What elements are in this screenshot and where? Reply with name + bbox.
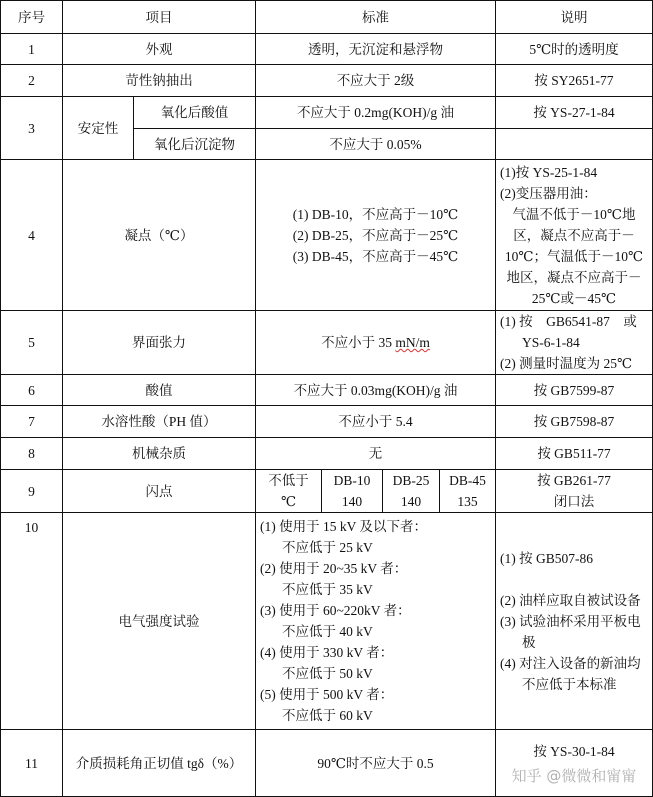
row-note xyxy=(496,129,653,160)
grade-value: 140 xyxy=(341,494,363,509)
row-no: 5 xyxy=(1,311,63,375)
note-line: (1)按 YS-25-1-84 xyxy=(500,164,598,180)
table-row xyxy=(1,34,653,65)
table-row xyxy=(1,438,653,470)
grade-cell xyxy=(383,470,440,513)
standard-line: 不应低于 35 kV xyxy=(282,582,373,597)
standard-line: 不应低于 40 kV xyxy=(282,624,373,639)
row-note: 按 SY2651-77 xyxy=(496,65,653,97)
standard-line: (5) 使用于 500 kV 者： xyxy=(260,687,394,702)
row-item: 安定性 xyxy=(63,97,134,160)
row-note xyxy=(496,470,653,513)
header-no: 序号 xyxy=(1,1,63,34)
row-note xyxy=(496,730,653,797)
header-row xyxy=(1,1,653,34)
row-note xyxy=(496,160,653,311)
standard-line: (2) DB-25，不应高于－25℃ xyxy=(292,227,459,243)
grade-cell xyxy=(440,470,496,513)
standard-line: (1) DB-10，不应高于－10℃ xyxy=(292,206,459,222)
row-no: 7 xyxy=(1,406,63,438)
table-row xyxy=(1,375,653,406)
note-line: (1) 按 GB507-86 xyxy=(500,550,593,566)
row-standard xyxy=(256,160,496,311)
row-item: 水溶性酸（PH 值） xyxy=(63,406,256,438)
label-line: 不低于 xyxy=(268,473,309,488)
watermark: 知乎 @微微和甯甯 xyxy=(511,766,637,785)
row-item: 外观 xyxy=(63,34,256,65)
standard-line: (3) DB-45，不应高于－45℃ xyxy=(292,248,459,264)
grade-name: DB-45 xyxy=(449,473,486,488)
table-row xyxy=(1,65,653,97)
standard-unit: mN/m xyxy=(395,335,430,350)
row-no: 10 xyxy=(1,513,63,730)
row-note xyxy=(496,513,653,730)
standard-line: (3) 使用于 60~220kV 者： xyxy=(260,603,411,618)
table-row xyxy=(1,470,653,513)
row-item: 电气强度试验 xyxy=(63,513,256,730)
row-no: 2 xyxy=(1,65,63,97)
row-note: 按 YS-27-1-84 xyxy=(496,97,653,129)
row-item: 介质损耗角正切值 tgδ（%） xyxy=(63,730,256,797)
grade-name: DB-25 xyxy=(392,473,430,488)
note-line: (3) 试验油杯采用平板电极 xyxy=(500,613,641,650)
table-row xyxy=(1,97,653,129)
note-line: 气温不低于－10℃地区，凝点不应高于－10℃；气温低于－10℃地区，凝点不应高于－25℃或－45℃ xyxy=(504,206,644,306)
row-item: 酸值 xyxy=(63,375,256,406)
note-line: 按 GB261-77 xyxy=(537,473,611,488)
table-row xyxy=(1,513,653,730)
row-standard: 不应大于 0.05% xyxy=(256,129,496,160)
row-no: 3 xyxy=(1,97,63,160)
row-note: 按 GB7598-87 xyxy=(496,406,653,438)
row-no: 1 xyxy=(1,34,63,65)
row-no: 8 xyxy=(1,438,63,470)
standard-line: 不应低于 50 kV xyxy=(282,666,373,681)
row-standard: 不应大于 2级 xyxy=(256,65,496,97)
row-no: 11 xyxy=(1,730,63,797)
row-no: 6 xyxy=(1,375,63,406)
grade-value: 140 xyxy=(400,494,422,509)
table-row xyxy=(1,160,653,311)
note-line: 闭口法 xyxy=(553,494,595,509)
grade-value: 135 xyxy=(457,494,478,509)
row-note: 按 GB7599-87 xyxy=(496,375,653,406)
row-subitem: 氧化后酸值 xyxy=(134,97,256,129)
note-line: (2) 油样应取自被试设备 xyxy=(500,592,641,608)
row-standard: 不应大于 0.03mg(KOH)/g 油 xyxy=(256,375,496,406)
grade-cell xyxy=(322,470,383,513)
note-line: (2)变压器用油： xyxy=(500,185,597,201)
row-standard: 无 xyxy=(256,438,496,470)
note-line: (4) 对注入设备的新油均不应低于本标准 xyxy=(500,655,641,692)
row-item: 界面张力 xyxy=(63,311,256,375)
header-note: 说明 xyxy=(496,1,653,34)
row-no: 4 xyxy=(1,160,63,311)
row-subitem: 氧化后沉淀物 xyxy=(134,129,256,160)
standard-line: (1) 使用于 15 kV 及以下者： xyxy=(260,519,427,534)
row-item: 凝点（℃） xyxy=(63,160,256,311)
note-line: (2) 测量时温度为 25℃ xyxy=(500,356,633,371)
row-item: 苛性钠抽出 xyxy=(63,65,256,97)
row-note: 按 GB511-77 xyxy=(496,438,653,470)
header-item: 项目 xyxy=(63,1,256,34)
standard-line: 不应低于 60 kV xyxy=(282,708,373,723)
row-note xyxy=(496,311,653,375)
table-row xyxy=(1,730,653,797)
row-note: 5℃时的透明度 xyxy=(496,34,653,65)
standard-text: 不应小于 35 xyxy=(321,335,396,350)
row-standard xyxy=(256,513,496,730)
standard-line: (2) 使用于 20~35 kV 者： xyxy=(260,561,408,576)
standard-line: (4) 使用于 330 kV 者： xyxy=(260,645,394,660)
label-line: ℃ xyxy=(280,494,297,509)
row-standard: 透明，无沉淀和悬浮物 xyxy=(256,34,496,65)
row-item: 闪点 xyxy=(63,470,256,513)
standard-line: 不应低于 25 kV xyxy=(282,540,373,555)
row-standard: 不应小于 5.4 xyxy=(256,406,496,438)
note-line: (1) 按 GB6541-87 或 YS-6-1-84 xyxy=(500,314,637,350)
grade-name: DB-10 xyxy=(333,473,371,488)
row-no: 9 xyxy=(1,470,63,513)
row-standard xyxy=(256,311,496,375)
table-row xyxy=(1,311,653,375)
row-standard: 90℃时不应大于 0.5 xyxy=(256,730,496,797)
flash-point-label xyxy=(256,470,322,513)
row-standard: 不应大于 0.2mg(KOH)/g 油 xyxy=(256,97,496,129)
row-item: 机械杂质 xyxy=(63,438,256,470)
header-standard: 标准 xyxy=(256,1,496,34)
table-row xyxy=(1,406,653,438)
note-line: 按 YS-30-1-84 xyxy=(533,743,615,759)
